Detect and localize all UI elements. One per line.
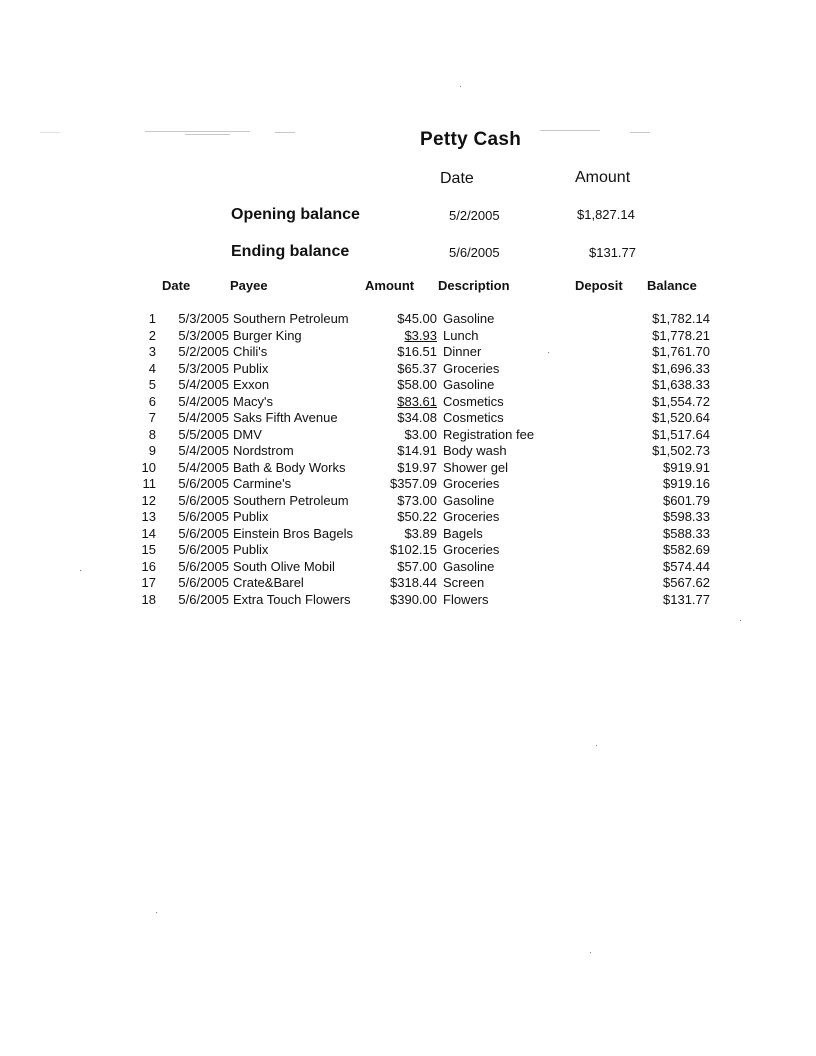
row-balance-text: $919.16 bbox=[663, 476, 710, 491]
row-deposit bbox=[569, 460, 634, 477]
row-amount bbox=[373, 509, 437, 526]
ending-balance-date: 5/6/2005 bbox=[449, 245, 500, 260]
row-balance-text: $601.79 bbox=[663, 492, 710, 508]
row-payee bbox=[229, 394, 373, 411]
row-balance-text: $1,761.70 bbox=[652, 344, 710, 359]
table-row bbox=[135, 394, 710, 411]
table-row bbox=[135, 493, 710, 510]
row-amount-text: $102.15 bbox=[390, 542, 437, 557]
row-date bbox=[156, 575, 229, 592]
row-amount-text: $3.89 bbox=[404, 525, 437, 541]
row-description bbox=[437, 443, 569, 460]
row-payee bbox=[229, 559, 373, 576]
scan-artifact bbox=[185, 134, 230, 135]
row-date-text: 5/6/2005 bbox=[178, 558, 229, 574]
row-payee bbox=[229, 526, 373, 543]
row-deposit bbox=[569, 361, 634, 378]
page-title: Petty Cash bbox=[420, 129, 522, 150]
row-number bbox=[135, 509, 156, 526]
table-row bbox=[135, 427, 710, 444]
row-description bbox=[437, 328, 569, 345]
row-balance bbox=[634, 410, 710, 427]
row-date bbox=[156, 328, 229, 345]
row-amount bbox=[373, 410, 437, 427]
row-number-text: 8 bbox=[148, 426, 156, 442]
row-deposit bbox=[569, 394, 634, 411]
table-row bbox=[135, 476, 710, 493]
row-date bbox=[156, 460, 229, 477]
row-date-text: 5/6/2005 bbox=[178, 476, 229, 491]
row-number bbox=[135, 460, 156, 477]
row-payee-text: Crate&Barel bbox=[233, 575, 304, 590]
row-number bbox=[135, 526, 156, 543]
row-deposit bbox=[569, 328, 634, 345]
row-balance-text: $1,502.73 bbox=[652, 443, 710, 458]
ending-balance-amount: $131.77 bbox=[589, 245, 636, 260]
row-number-text: 14 bbox=[141, 525, 156, 541]
table-row bbox=[135, 361, 710, 378]
row-description-text: Bagels bbox=[443, 525, 483, 541]
row-amount-text: $357.09 bbox=[390, 476, 437, 491]
opening-balance-date: 5/2/2005 bbox=[449, 208, 500, 223]
row-deposit bbox=[569, 542, 634, 559]
row-balance-text: $567.62 bbox=[663, 575, 710, 590]
row-balance bbox=[634, 526, 710, 543]
row-number bbox=[135, 443, 156, 460]
row-deposit bbox=[569, 559, 634, 576]
row-number bbox=[135, 542, 156, 559]
table-row bbox=[135, 575, 710, 592]
row-deposit bbox=[569, 476, 634, 493]
row-balance-text: $1,520.64 bbox=[652, 410, 710, 425]
row-payee-text: Publix bbox=[233, 509, 269, 524]
row-number-text: 15 bbox=[141, 542, 156, 557]
row-date-text: 5/2/2005 bbox=[178, 344, 229, 359]
row-balance bbox=[634, 344, 710, 361]
row-payee-text: Extra Touch Flowers bbox=[233, 591, 351, 607]
row-description-text: Gasoline bbox=[443, 558, 495, 574]
row-date-text: 5/4/2005 bbox=[178, 410, 229, 425]
row-date bbox=[156, 509, 229, 526]
row-payee bbox=[229, 410, 373, 427]
row-balance bbox=[634, 443, 710, 460]
transaction-table-body bbox=[135, 311, 710, 608]
row-description-text: Cosmetics bbox=[443, 393, 504, 409]
row-description bbox=[437, 361, 569, 378]
row-description-text: Groceries bbox=[443, 509, 500, 524]
row-description bbox=[437, 377, 569, 394]
table-row bbox=[135, 377, 710, 394]
col-header-description: Description bbox=[438, 278, 510, 293]
row-description-text: Body wash bbox=[443, 443, 507, 458]
row-payee-text: Saks Fifth Avenue bbox=[233, 410, 338, 425]
scan-artifact bbox=[630, 132, 650, 133]
row-deposit bbox=[569, 410, 634, 427]
row-date-text: 5/6/2005 bbox=[178, 525, 229, 541]
row-description bbox=[437, 311, 569, 328]
row-amount-text: $73.00 bbox=[397, 492, 437, 508]
row-payee bbox=[229, 427, 373, 444]
row-description-text: Registration fee bbox=[443, 426, 535, 442]
opening-balance-amount: $1,827.14 bbox=[577, 207, 635, 222]
row-payee bbox=[229, 344, 373, 361]
row-amount bbox=[373, 476, 437, 493]
row-amount bbox=[373, 575, 437, 592]
row-date-text: 5/4/2005 bbox=[178, 459, 229, 475]
row-balance bbox=[634, 311, 710, 328]
row-number-text: 13 bbox=[141, 509, 156, 524]
col-header-deposit: Deposit bbox=[575, 278, 623, 293]
row-date-text: 5/4/2005 bbox=[178, 443, 229, 458]
row-date bbox=[156, 493, 229, 510]
row-deposit bbox=[569, 377, 634, 394]
row-description bbox=[437, 559, 569, 576]
row-description-text: Groceries bbox=[443, 360, 500, 376]
row-number bbox=[135, 361, 156, 378]
row-date-text: 5/6/2005 bbox=[178, 591, 229, 607]
scan-artifact bbox=[145, 131, 250, 132]
row-payee-text: Nordstrom bbox=[233, 443, 294, 458]
row-payee bbox=[229, 476, 373, 493]
row-payee bbox=[229, 575, 373, 592]
row-amount-text: $14.91 bbox=[397, 443, 437, 458]
row-payee-text: Bath & Body Works bbox=[233, 459, 346, 475]
row-date-text: 5/3/2005 bbox=[178, 327, 229, 343]
table-row bbox=[135, 311, 710, 328]
row-amount bbox=[373, 377, 437, 394]
scan-speck bbox=[596, 745, 597, 746]
row-balance bbox=[634, 377, 710, 394]
row-amount bbox=[373, 493, 437, 510]
row-number-text: 6 bbox=[148, 393, 156, 409]
row-amount-text: $45.00 bbox=[397, 311, 437, 326]
scan-artifact bbox=[275, 132, 295, 133]
row-balance bbox=[634, 328, 710, 345]
row-amount-text: $83.61 bbox=[397, 393, 437, 409]
row-description-text: Groceries bbox=[443, 476, 500, 491]
row-balance bbox=[634, 592, 710, 609]
row-amount bbox=[373, 311, 437, 328]
row-date-text: 5/5/2005 bbox=[178, 426, 229, 442]
scan-speck bbox=[460, 86, 461, 87]
row-date-text: 5/3/2005 bbox=[178, 360, 229, 376]
row-deposit bbox=[569, 427, 634, 444]
row-description-text: Groceries bbox=[443, 542, 500, 557]
row-number-text: 4 bbox=[148, 360, 156, 376]
row-number bbox=[135, 410, 156, 427]
row-amount-text: $57.00 bbox=[397, 558, 437, 574]
row-description bbox=[437, 493, 569, 510]
row-date-text: 5/6/2005 bbox=[178, 509, 229, 524]
row-balance-text: $1,778.21 bbox=[652, 327, 710, 343]
row-amount-text: $318.44 bbox=[390, 575, 437, 590]
row-description-text: Gasoline bbox=[443, 492, 495, 508]
col-header-balance: Balance bbox=[647, 278, 697, 293]
row-balance bbox=[634, 361, 710, 378]
row-description-text: Flowers bbox=[443, 591, 489, 607]
table-row bbox=[135, 410, 710, 427]
row-amount-text: $3.93 bbox=[404, 327, 437, 343]
scan-speck bbox=[156, 912, 157, 913]
row-number-text: 11 bbox=[142, 476, 156, 491]
row-date-text: 5/6/2005 bbox=[178, 542, 229, 557]
row-balance bbox=[634, 509, 710, 526]
row-description-text: Gasoline bbox=[443, 311, 495, 326]
row-balance-text: $1,638.33 bbox=[652, 377, 710, 392]
row-balance bbox=[634, 394, 710, 411]
row-description bbox=[437, 427, 569, 444]
table-row bbox=[135, 526, 710, 543]
row-number bbox=[135, 493, 156, 510]
row-description bbox=[437, 542, 569, 559]
row-description bbox=[437, 575, 569, 592]
row-number-text: 12 bbox=[141, 492, 156, 508]
row-number-text: 18 bbox=[141, 591, 156, 607]
row-description bbox=[437, 592, 569, 609]
row-description bbox=[437, 344, 569, 361]
row-payee-text: Southern Petroleum bbox=[233, 492, 349, 508]
row-deposit bbox=[569, 526, 634, 543]
row-date bbox=[156, 361, 229, 378]
col-header-payee: Payee bbox=[230, 278, 268, 293]
row-balance-text: $598.33 bbox=[663, 509, 710, 524]
scan-speck bbox=[590, 952, 591, 953]
row-number-text: 10 bbox=[141, 459, 156, 475]
row-number bbox=[135, 328, 156, 345]
scan-artifact bbox=[40, 132, 60, 133]
row-balance-text: $1,517.64 bbox=[652, 426, 710, 442]
opening-balance-label: Opening balance bbox=[231, 206, 360, 223]
row-number bbox=[135, 427, 156, 444]
row-amount-text: $65.37 bbox=[397, 360, 437, 376]
scan-speck bbox=[80, 570, 81, 571]
row-date bbox=[156, 559, 229, 576]
row-payee bbox=[229, 509, 373, 526]
row-description-text: Gasoline bbox=[443, 377, 495, 392]
row-number bbox=[135, 592, 156, 609]
row-amount-text: $58.00 bbox=[397, 377, 437, 392]
table-row bbox=[135, 559, 710, 576]
row-number bbox=[135, 394, 156, 411]
scan-artifact bbox=[540, 130, 600, 131]
row-description-text: Shower gel bbox=[443, 459, 509, 475]
row-payee-text: Chili's bbox=[233, 344, 268, 359]
row-date bbox=[156, 443, 229, 460]
table-row bbox=[135, 460, 710, 477]
row-amount-text: $390.00 bbox=[390, 591, 437, 607]
row-number-text: 2 bbox=[148, 327, 156, 343]
row-balance-text: $131.77 bbox=[663, 591, 710, 607]
row-balance bbox=[634, 460, 710, 477]
row-description-text: Screen bbox=[443, 575, 485, 590]
row-payee bbox=[229, 328, 373, 345]
ending-balance-label: Ending balance bbox=[231, 243, 350, 260]
row-date bbox=[156, 410, 229, 427]
row-amount bbox=[373, 443, 437, 460]
row-date bbox=[156, 542, 229, 559]
scan-speck bbox=[740, 620, 741, 621]
row-payee-text: DMV bbox=[233, 426, 262, 442]
row-balance-text: $1,696.33 bbox=[652, 360, 710, 376]
row-date bbox=[156, 427, 229, 444]
row-date-text: 5/6/2005 bbox=[178, 492, 229, 508]
row-amount-text: $16.51 bbox=[397, 344, 437, 359]
row-amount-text: $19.97 bbox=[397, 459, 437, 475]
row-deposit bbox=[569, 575, 634, 592]
row-payee bbox=[229, 592, 373, 609]
row-date bbox=[156, 526, 229, 543]
row-payee-text: Exxon bbox=[233, 377, 270, 392]
table-row bbox=[135, 542, 710, 559]
row-amount bbox=[373, 427, 437, 444]
row-description bbox=[437, 509, 569, 526]
row-balance bbox=[634, 493, 710, 510]
row-payee-text: Southern Petroleum bbox=[233, 311, 349, 326]
row-balance bbox=[634, 476, 710, 493]
row-number bbox=[135, 377, 156, 394]
row-payee-text: Carmine's bbox=[233, 476, 292, 491]
row-number-text: 1 bbox=[148, 311, 156, 326]
row-deposit bbox=[569, 443, 634, 460]
row-balance-text: $582.69 bbox=[663, 542, 710, 557]
table-row bbox=[135, 443, 710, 460]
row-number bbox=[135, 311, 156, 328]
row-payee-text: Einstein Bros Bagels bbox=[233, 525, 353, 541]
row-amount bbox=[373, 559, 437, 576]
row-number-text: 3 bbox=[148, 344, 156, 359]
col-header-date: Date bbox=[162, 278, 191, 293]
table-row bbox=[135, 509, 710, 526]
row-amount-text: $50.22 bbox=[397, 509, 437, 524]
row-number-text: 7 bbox=[148, 410, 156, 425]
row-payee-text: Macy's bbox=[233, 393, 274, 409]
row-amount bbox=[373, 361, 437, 378]
row-deposit bbox=[569, 592, 634, 609]
transaction-table bbox=[135, 311, 710, 608]
row-date-text: 5/4/2005 bbox=[178, 393, 229, 409]
row-balance bbox=[634, 575, 710, 592]
row-description-text: Lunch bbox=[443, 327, 479, 343]
row-amount bbox=[373, 460, 437, 477]
row-date-text: 5/4/2005 bbox=[178, 377, 229, 392]
row-amount bbox=[373, 344, 437, 361]
row-balance-text: $588.33 bbox=[663, 525, 710, 541]
row-number-text: 17 bbox=[141, 575, 156, 590]
row-description-text: Cosmetics bbox=[443, 410, 504, 425]
row-date bbox=[156, 344, 229, 361]
row-payee bbox=[229, 542, 373, 559]
row-number-text: 5 bbox=[148, 377, 156, 392]
row-deposit bbox=[569, 344, 634, 361]
row-payee-text: Publix bbox=[233, 360, 269, 376]
row-number bbox=[135, 476, 156, 493]
row-deposit bbox=[569, 311, 634, 328]
row-payee bbox=[229, 377, 373, 394]
col-header-amount: Amount bbox=[365, 278, 415, 293]
row-description bbox=[437, 410, 569, 427]
row-balance-text: $1,554.72 bbox=[652, 393, 710, 409]
row-payee-text: Publix bbox=[233, 542, 269, 557]
row-amount bbox=[373, 592, 437, 609]
row-number bbox=[135, 575, 156, 592]
summary-amount-header: Amount bbox=[575, 169, 631, 186]
row-payee bbox=[229, 443, 373, 460]
row-description bbox=[437, 476, 569, 493]
row-date-text: 5/6/2005 bbox=[178, 575, 229, 590]
row-date bbox=[156, 476, 229, 493]
row-payee bbox=[229, 311, 373, 328]
row-date-text: 5/3/2005 bbox=[178, 311, 229, 326]
row-deposit bbox=[569, 493, 634, 510]
row-number bbox=[135, 559, 156, 576]
row-payee bbox=[229, 361, 373, 378]
row-balance bbox=[634, 427, 710, 444]
row-payee-text: South Olive Mobil bbox=[233, 558, 335, 574]
row-balance bbox=[634, 559, 710, 576]
row-balance-text: $574.44 bbox=[663, 558, 710, 574]
row-balance-text: $1,782.14 bbox=[652, 311, 710, 326]
row-date bbox=[156, 311, 229, 328]
table-row bbox=[135, 592, 710, 609]
row-description bbox=[437, 394, 569, 411]
row-date bbox=[156, 394, 229, 411]
row-balance bbox=[634, 542, 710, 559]
row-date bbox=[156, 592, 229, 609]
table-row bbox=[135, 344, 710, 361]
row-payee bbox=[229, 493, 373, 510]
row-number-text: 9 bbox=[148, 443, 156, 458]
row-deposit bbox=[569, 509, 634, 526]
row-amount bbox=[373, 394, 437, 411]
row-number bbox=[135, 344, 156, 361]
row-balance-text: $919.91 bbox=[663, 459, 710, 475]
row-number-text: 16 bbox=[141, 558, 156, 574]
row-payee bbox=[229, 460, 373, 477]
table-row bbox=[135, 328, 710, 345]
row-description bbox=[437, 460, 569, 477]
row-payee-text: Burger King bbox=[233, 327, 302, 343]
row-amount bbox=[373, 328, 437, 345]
row-amount-text: $34.08 bbox=[397, 410, 437, 425]
row-description-text: Dinner bbox=[443, 344, 482, 359]
row-amount bbox=[373, 542, 437, 559]
summary-date-header: Date bbox=[440, 170, 474, 187]
row-date bbox=[156, 377, 229, 394]
row-amount-text: $3.00 bbox=[404, 426, 437, 442]
row-amount bbox=[373, 526, 437, 543]
row-description bbox=[437, 526, 569, 543]
